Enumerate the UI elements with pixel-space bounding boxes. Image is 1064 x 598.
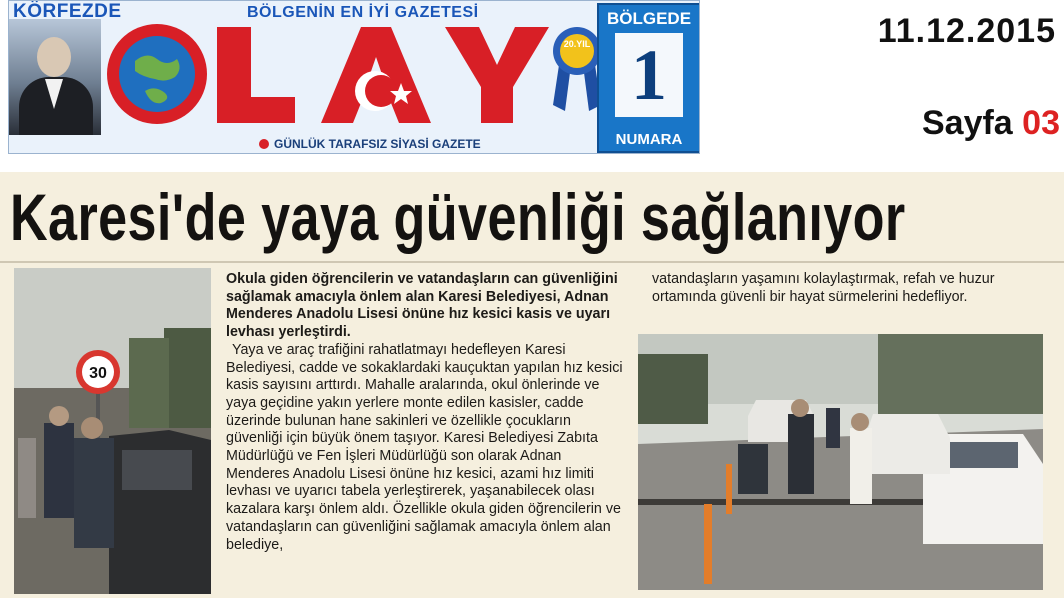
masthead-region-label: KÖRFEZDE (13, 1, 122, 22)
page-number: 03 (1022, 104, 1060, 142)
badge-bottom-label: NUMARA (615, 131, 683, 148)
speed-sign-value: 30 (89, 365, 107, 382)
newspaper-masthead (8, 0, 700, 154)
article-lead: Okula giden öğrencilerin ve vatandaşların can güvenliğini sağlamak amacıyla önlem alan Karesi Belediyesi, Adnan Menderes Anadolu Lisesi önüne hız kesici kasis ve uyarı levhası yerleştirdi. (226, 271, 618, 341)
newspaper-logo (105, 21, 559, 127)
badge-number: 1 (615, 33, 683, 117)
badge-top-label: BÖLGEDE (606, 9, 692, 28)
article-column-2 (652, 271, 1034, 306)
page-label: Sayfa (921, 104, 1013, 142)
ribbon-label: 20.YIL (563, 39, 591, 49)
article-column-1 (226, 271, 624, 554)
article-photo-road-work (638, 334, 1043, 590)
article-headline: Karesi'de yaya güvenliği sağlanıyor (10, 180, 906, 254)
article-photo-speed-sign (14, 268, 211, 594)
portrait-photo (9, 19, 101, 135)
page-indicator (922, 104, 1060, 143)
clipping-date: 11.12.2015 (877, 12, 1056, 50)
article-body-col1: Yaya ve araç trafiğini rahatlatmayı hedefleyen Karesi Belediyesi, cadde ve sokaklardaki kauçuktan yapılan hız kesici kasis sayısını arttırdı. Mahalle aralarında, okul önlerinde ve yaya geçidine yakın yerlere monte edilen kasisler, cadde üzerinde bulunan hane sakinleri ve özellikle çocukların güvenliği için büyük önem taşıyor. Karesi Belediyesi Zabıta Müdürlüğü ve Fen İşleri Müdürlüğü son olarak Adnan Menderes Anadolu Lisesi önüne hız kesici, azami hız limiti levhası ve uyarıcı tabela yerleştirerek, yaşanabilecek olası kazalara karşı önlem aldı. Özellikle okula giden öğrencilerin ve vatandaşların can güvenliğini sağlamak amacıyla önlem alan belediye, (226, 341, 623, 553)
article-body-col2: vatandaşların yaşamını kolaylaştırmak, refah ve huzur ortamında güvenli bir hayat sürmelerini hedefliyor. (652, 271, 995, 305)
article-clipping (0, 172, 1064, 598)
masthead-tagline: BÖLGENİN EN İYİ GAZETESİ (247, 4, 479, 21)
headline-divider (0, 261, 1064, 263)
region-rank-badge (597, 3, 700, 153)
red-dot-icon (259, 139, 269, 149)
masthead-subtitle-text: GÜNLÜK TARAFSIZ SİYASİ GAZETE (274, 137, 481, 151)
masthead-subtitle (259, 137, 481, 151)
